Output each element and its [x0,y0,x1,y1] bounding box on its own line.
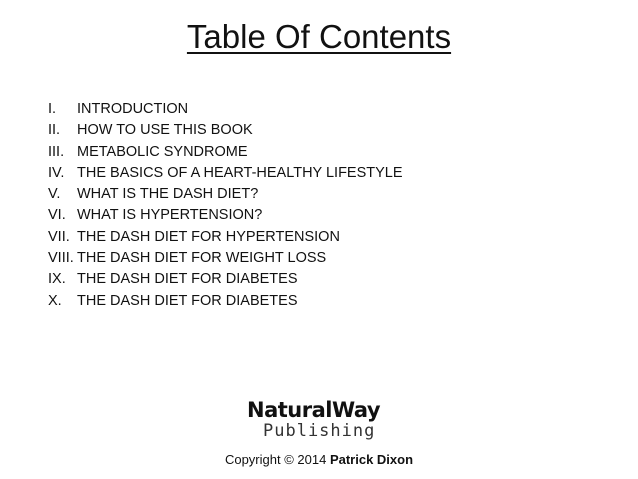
toc-item-label: THE DASH DIET FOR HYPERTENSION [77,228,340,245]
table-of-contents [48,99,403,312]
toc-item-number: II. [48,122,61,139]
toc-item-label: WHAT IS HYPERTENSION? [77,207,263,224]
toc-item-label: THE DASH DIET FOR DIABETES [77,292,298,309]
toc-item-number: VII. [48,228,70,245]
toc-item-label: HOW TO USE THIS BOOK [77,122,253,139]
toc-item-number: IX. [48,271,66,288]
copyright-holder: Patrick Dixon [329,452,414,467]
publisher-logo-name: NaturalWay [247,398,381,422]
toc-item-label: THE DASH DIET FOR WEIGHT LOSS [77,250,327,267]
toc-item-label: INTRODUCTION [77,101,189,117]
toc-item-number: I. [48,101,57,117]
toc-item [48,291,403,312]
toc-item-number: VIII. [48,250,74,267]
toc-item-label: THE DASH DIET FOR DIABETES [77,271,298,288]
toc-item-number: VI. [48,207,66,224]
publisher-logo [247,398,397,448]
toc-item [48,184,403,205]
toc-item-number: X. [48,292,62,309]
page-title: Table Of Contents [186,18,452,55]
toc-item-label: METABOLIC SYNDROME [77,143,248,160]
toc-item [48,205,403,226]
publisher-logo-subtitle: Publishing [263,421,376,441]
toc-item-number: III. [48,143,65,160]
toc-item [48,227,403,248]
toc-item-number: V. [48,186,61,203]
copyright-text: Copyright © 2014 [224,452,330,467]
toc-item [48,120,403,141]
toc-item [48,99,403,120]
toc-item-number: IV. [48,164,65,181]
copyright-notice [0,451,638,469]
toc-item [48,163,403,184]
toc-item-label: WHAT IS THE DASH DIET? [77,186,259,203]
toc-item [48,269,403,290]
toc-item [48,142,403,163]
toc-item [48,248,403,269]
toc-item-label: THE BASICS OF A HEART-HEALTHY LIFESTYLE [77,164,403,181]
